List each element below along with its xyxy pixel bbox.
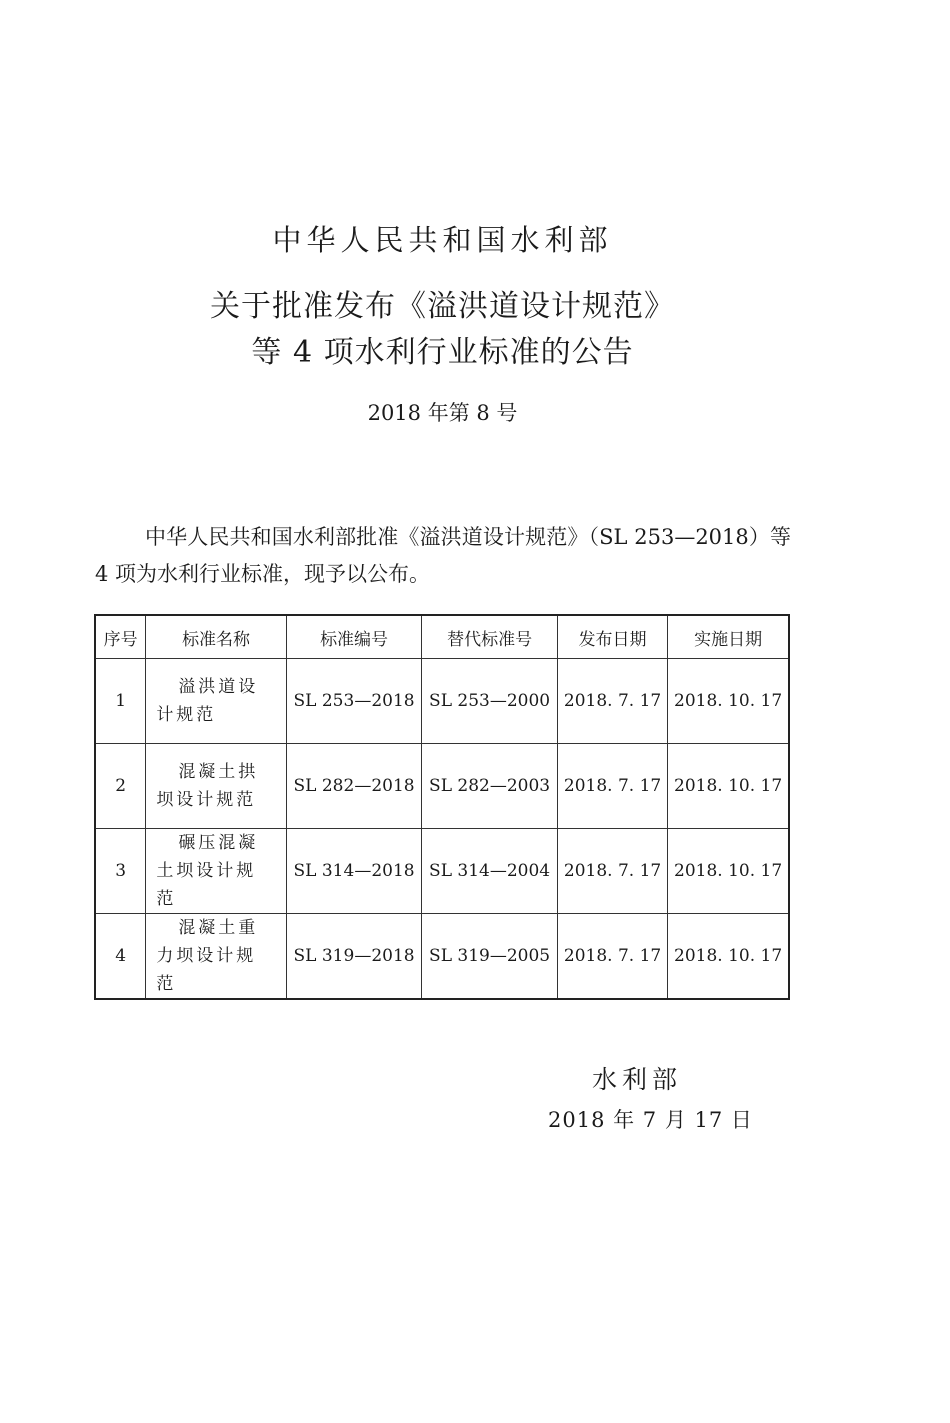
cell-seq: 1 (95, 659, 146, 744)
cell-name: 混凝土重力坝设计规范 (146, 914, 287, 1000)
cell-seq: 3 (95, 829, 146, 914)
cell-effective-date: 2018. 10. 17 (668, 659, 789, 744)
title-line-2: 等 4 项水利行业标准的公告 (251, 335, 634, 370)
cell-name: 碾压混凝土坝设计规范 (146, 829, 287, 914)
cell-seq: 4 (95, 914, 146, 1000)
cell-publish-date: 2018. 7. 17 (557, 829, 667, 914)
cell-number: SL 319—2018 (286, 914, 422, 1000)
cell-effective-date: 2018. 10. 17 (668, 744, 789, 829)
cell-number: SL 282—2018 (286, 744, 422, 829)
announcement-paragraph: 中华人民共和国水利部批准《溢洪道设计规范》（SL 253—2018）等 4 项为水利行业标准，现予以公布。 (95, 525, 791, 586)
cell-name: 混凝土拱坝设计规范 (146, 744, 287, 829)
header-seq: 序号 (95, 615, 146, 659)
header-publish-date: 发布日期 (557, 615, 667, 659)
table-header-row (95, 615, 789, 659)
cell-number: SL 314—2018 (286, 829, 422, 914)
cell-replaced: SL 319—2005 (422, 914, 558, 1000)
header-effective-date: 实施日期 (668, 615, 789, 659)
title-line-1: 关于批准发布《溢洪道设计规范》 (210, 289, 675, 324)
cell-effective-date: 2018. 10. 17 (668, 914, 789, 1000)
cell-effective-date: 2018. 10. 17 (668, 829, 789, 914)
cell-seq: 2 (95, 744, 146, 829)
table-row (95, 829, 789, 914)
table-row (95, 659, 789, 744)
header-replaced: 替代标准号 (422, 615, 558, 659)
header-name: 标准名称 (146, 615, 287, 659)
issuing-ministry: 中华人民共和国水利部 (272, 223, 613, 257)
table-row (95, 744, 789, 829)
cell-number: SL 253—2018 (286, 659, 422, 744)
cell-publish-date: 2018. 7. 17 (557, 744, 667, 829)
signature-org: 水利部 (592, 1065, 683, 1094)
cell-publish-date: 2018. 7. 17 (557, 659, 667, 744)
standards-table (94, 614, 790, 1000)
announcement-title (0, 284, 885, 376)
document-number: 2018 年第 8 号 (367, 401, 518, 425)
cell-publish-date: 2018. 7. 17 (557, 914, 667, 1000)
cell-replaced: SL 282—2003 (422, 744, 558, 829)
table-row (95, 914, 789, 1000)
cell-replaced: SL 253—2000 (422, 659, 558, 744)
signature-date: 2018 年 7 月 17 日 (548, 1108, 753, 1132)
cell-name: 溢洪道设计规范 (146, 659, 287, 744)
header-number: 标准编号 (286, 615, 422, 659)
cell-replaced: SL 314—2004 (422, 829, 558, 914)
